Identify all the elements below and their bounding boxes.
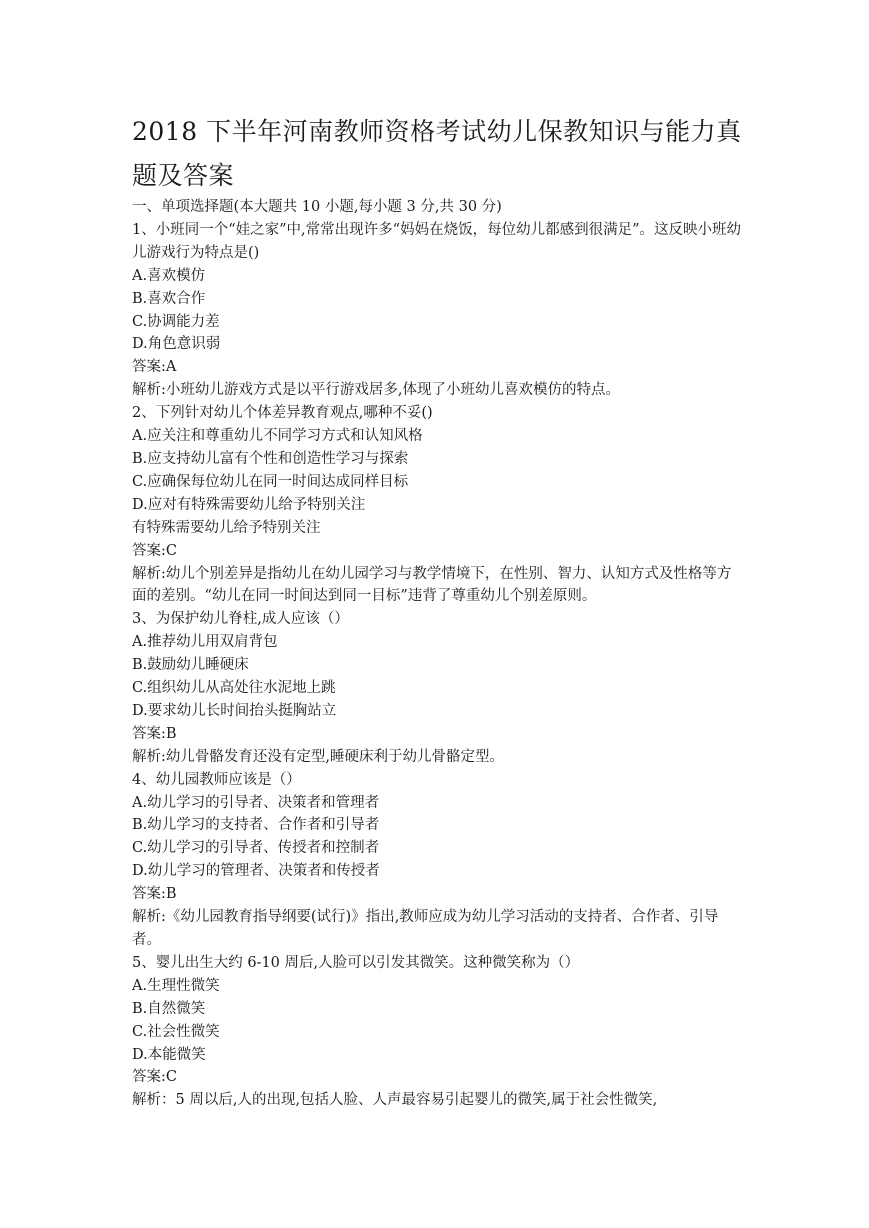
question-1: 1、小班同一个“娃之家”中,常常出现许多“妈妈在烧饭，每位幼儿都感到很满足”。这反映小班幼儿游戏行为特点是() (132, 221, 741, 261)
option-c: C.协调能力差 (132, 313, 220, 330)
option-b: B.喜欢合作 (132, 290, 206, 307)
option-a: A.推荐幼儿用双肩背包 (132, 634, 278, 651)
document-body (132, 196, 744, 1112)
option-d: D.要求幼儿长时间抬头挺胸站立 (132, 702, 337, 719)
option-d: D.应对有特殊需要幼儿给予特别关注 (132, 496, 366, 513)
question-3: 3、为保护幼儿脊柱,成人应该（） (132, 611, 349, 628)
section-heading: 一、单项选择题(本大题共 10 小题,每小题 3 分,共 30 分) (132, 199, 502, 215)
option-d: D.幼儿学习的管理者、决策者和传授者 (132, 863, 380, 880)
explanation: 解析:幼儿骨骼发育还没有定型,睡硬床利于幼儿骨骼定型。 (132, 748, 504, 765)
option-c: C.社会性微笑 (132, 1023, 220, 1040)
explanation: 解析：5 周以后,人的出现,包括人脸、人声最容易引起婴儿的微笑,属于社会性微笑, (132, 1092, 658, 1109)
option-c: C.幼儿学习的引导者、传授者和控制者 (132, 840, 380, 857)
option-b: B.鼓励幼儿睡硬床 (132, 657, 249, 674)
explanation: 解析:《幼儿园教育指导纲要(试行)》指出,教师应成为幼儿学习活动的支持者、合作者、引导者。 (132, 909, 719, 948)
explanation: 解析:小班幼儿游戏方式是以平行游戏居多,体现了小班幼儿喜欢模仿的特点。 (132, 382, 620, 399)
question-5: 5、婴儿出生大约 6-10 周后,人脸可以引发其微笑。这种微笑称为（） (132, 954, 580, 971)
option-b: B.自然微笑 (132, 1000, 206, 1017)
answer: 答案:C (132, 1069, 177, 1086)
answer: 答案:B (132, 886, 177, 903)
option-a: A.喜欢模仿 (132, 267, 206, 284)
answer: 答案:C (132, 542, 177, 559)
option-c: C.组织幼儿从高处往水泥地上跳 (132, 680, 336, 697)
document-title: 2018 下半年河南教师资格考试幼儿保教知识与能力真题及答案 (132, 117, 742, 190)
question-4: 4、幼儿园教师应该是（） (132, 771, 301, 788)
option-d: D.本能微笑 (132, 1046, 206, 1063)
option-b: B.幼儿学习的支持者、合作者和引导者 (132, 817, 380, 834)
option-d: D.角色意识弱 (132, 336, 221, 353)
answer: 答案:A (132, 359, 177, 376)
option-c: C.应确保每位幼儿在同一时间达成同样目标 (132, 473, 409, 490)
option-a: A.生理性微笑 (132, 977, 220, 994)
option-b: B.应支持幼儿富有个性和创造性学习与探索 (132, 450, 409, 467)
option-a: A.幼儿学习的引导者、决策者和管理者 (132, 794, 380, 811)
option-a: A.应关注和尊重幼儿不同学习方式和认知风格 (132, 428, 423, 445)
stray-text: 有特殊需要幼儿给予特别关注 (132, 519, 321, 536)
answer: 答案:B (132, 725, 177, 742)
question-2: 2、下列针对幼儿个体差异教育观点,哪种不妥() (132, 405, 433, 422)
explanation: 解析:幼儿个别差异是指幼儿在幼儿园学习与教学情境下，在性别、智力、认知方式及性格等方面的差别。“幼儿在同一时间达到同一目标”违背了尊重幼儿个别差原则。 (132, 565, 732, 605)
